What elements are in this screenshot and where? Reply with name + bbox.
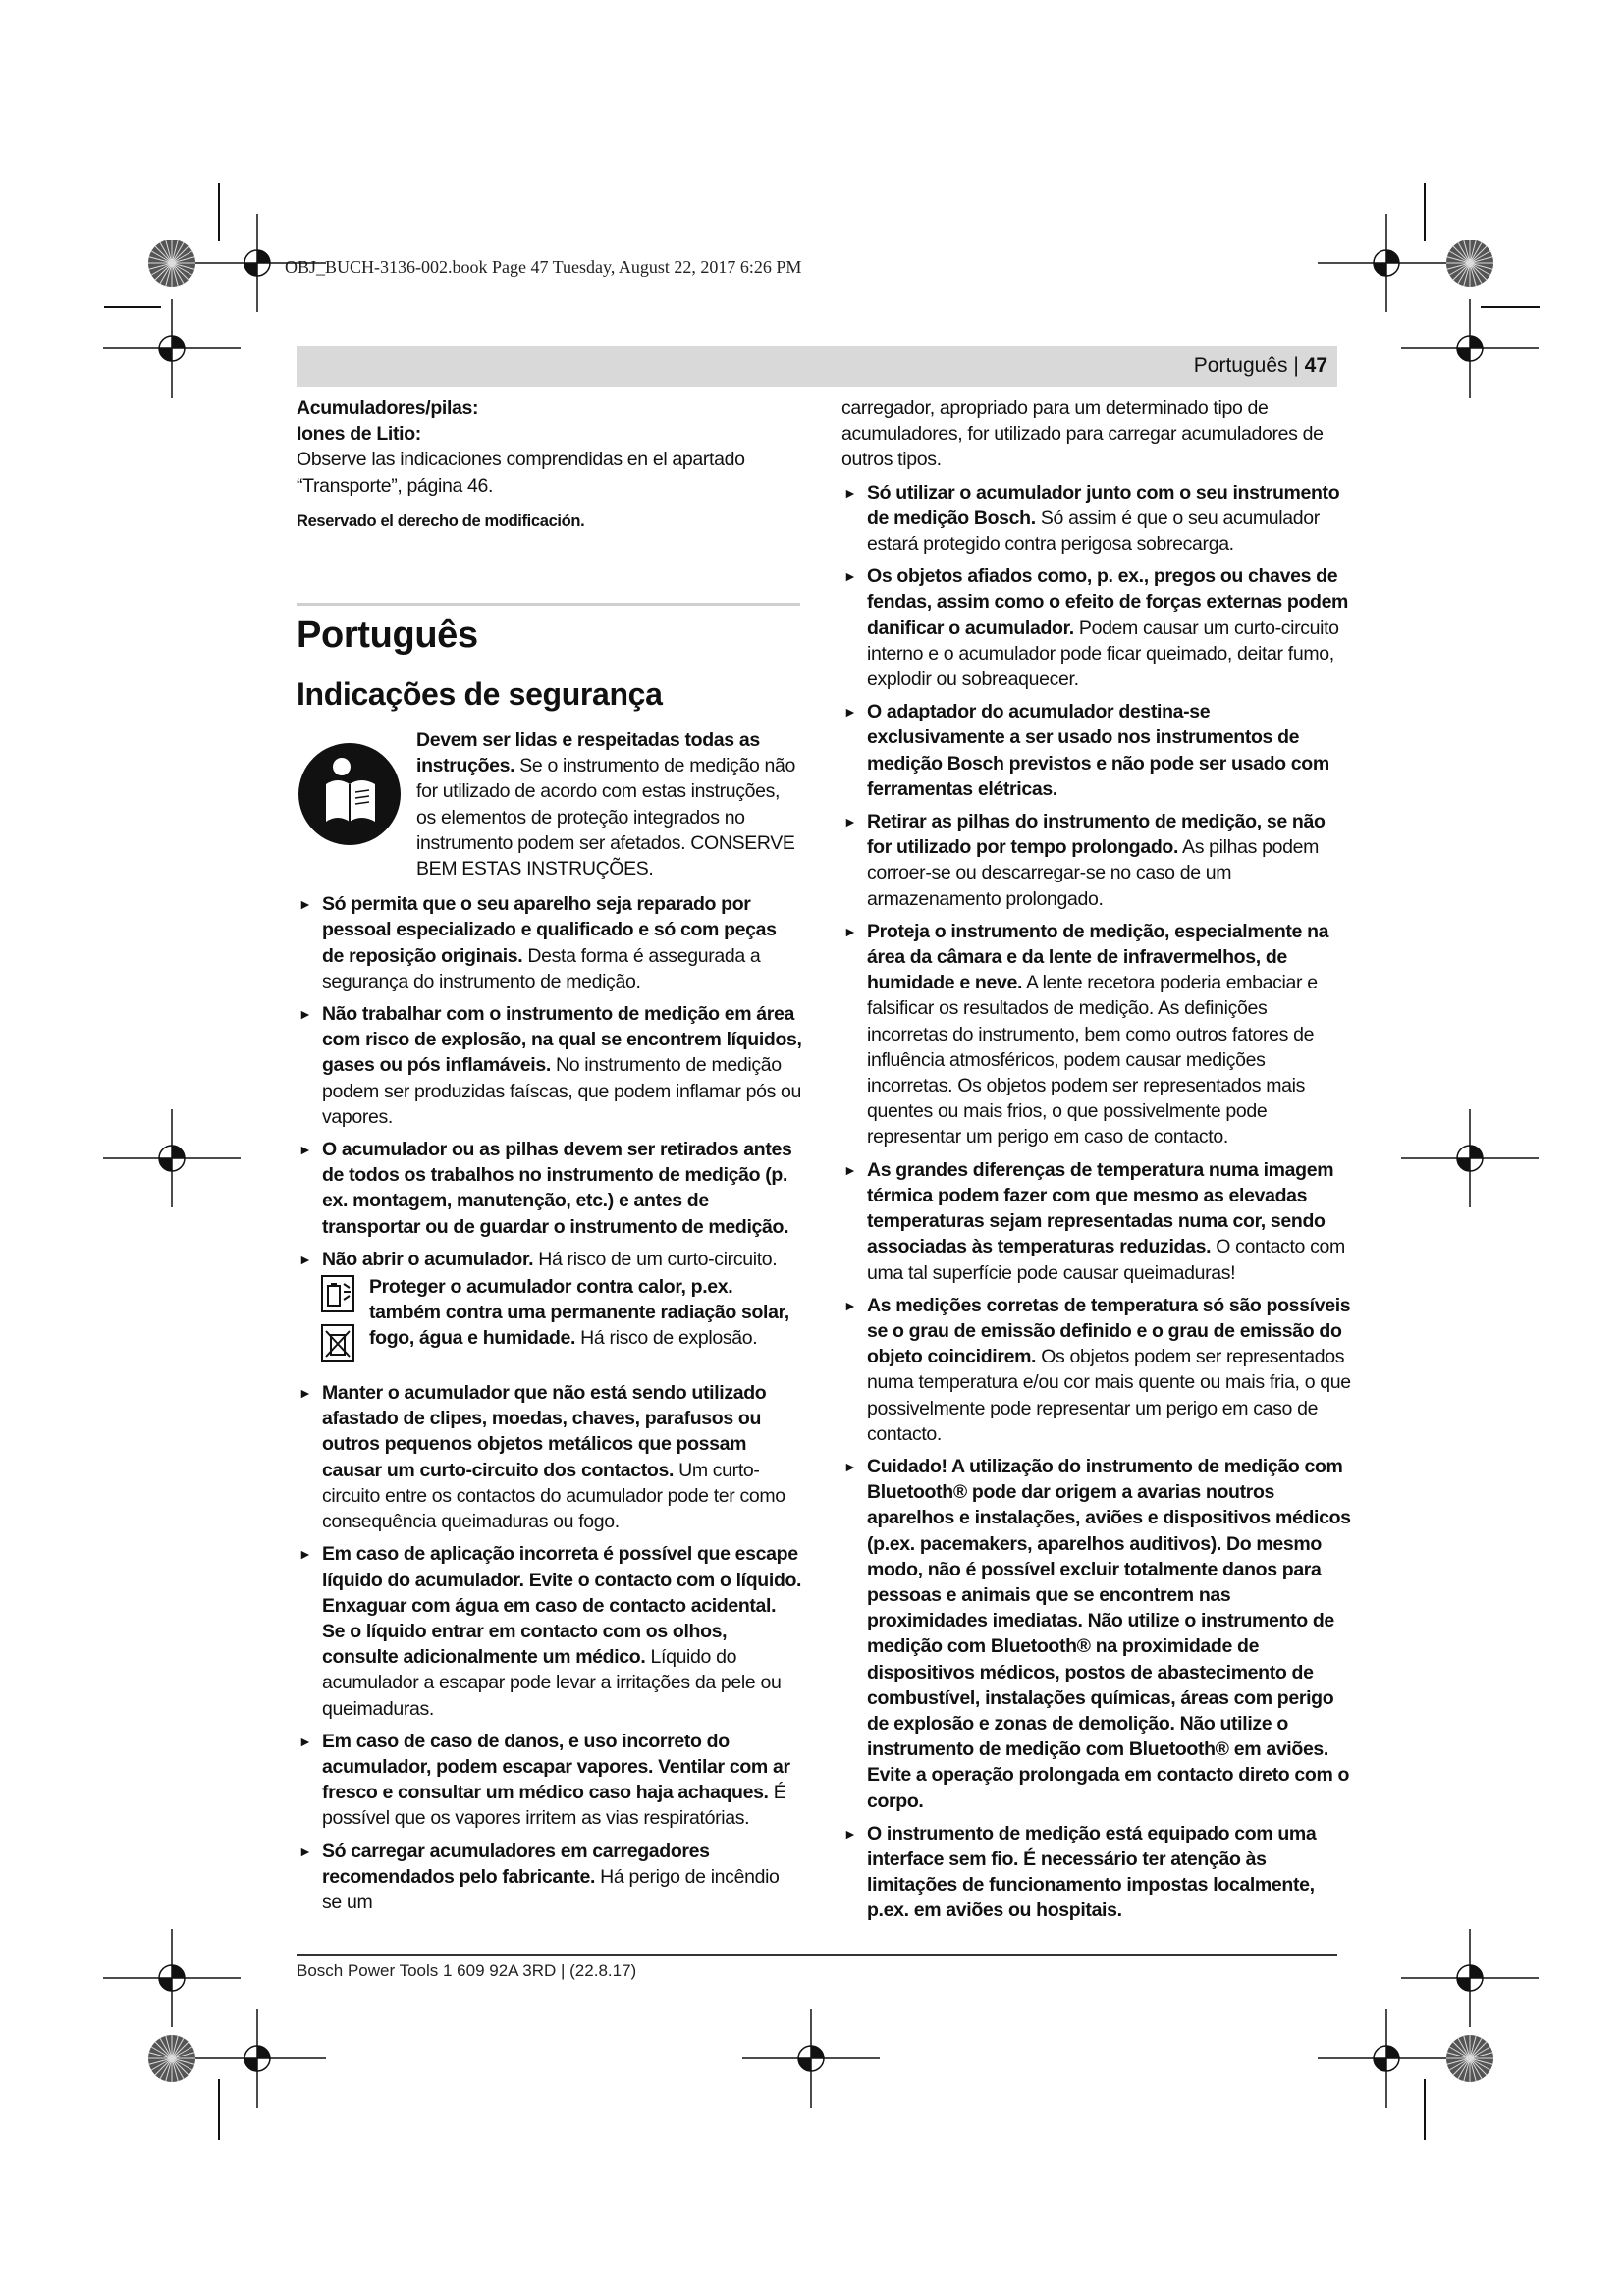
bullet-bold: Retirar as pilhas do instrumento de medição, se não for utilizado por tempo prolongado. (867, 811, 1326, 859)
intro-text (416, 727, 802, 881)
bullet-item (841, 699, 1352, 802)
bullet-text (867, 1821, 1352, 1924)
bullet-bold: As medições corretas de temperatura só são possíveis se o grau de emissão definido e o grau de emissão do objeto coincidirem. (867, 1294, 1351, 1368)
triangle-bullet-icon: ► (298, 1142, 312, 1158)
bullet-text (867, 809, 1352, 912)
print-info-line: OBJ_BUCH-3136-002.book Page 47 Tuesday, August 22, 2017 6:26 PM (285, 257, 802, 277)
left-column (297, 396, 802, 1915)
registration-mark-icon (742, 1990, 880, 2127)
right-column (841, 396, 1352, 1924)
bullet-bold: Só permita que o seu aparelho seja reparado por pessoal especializado e qualificado e só com peças de reposição originais. (322, 893, 777, 967)
intro-body: Se o instrumento de medição não for utilizado de acordo com estas instruções, os elementos de proteção integrados no instrumento podem ser afetados. CONSERVE BEM ESTAS INSTRUÇÕES. (416, 755, 796, 881)
bullet-text (867, 1454, 1352, 1814)
triangle-bullet-icon: ► (298, 1733, 312, 1749)
triangle-bullet-icon: ► (843, 704, 857, 721)
triangle-bullet-icon: ► (843, 1825, 857, 1842)
triangle-bullet-icon: ► (843, 923, 857, 939)
bullet-bold: O adaptador do acumulador destina-se exclusivamente a ser usado nos instrumentos de medição Bosch previstos e não pode ser usado com ferramentas elétricas. (867, 701, 1329, 800)
crop-line (104, 306, 161, 308)
bullet-body: No instrumento de medição podem ser produzidas faíscas, que podem inflamar pós ou vapores. (322, 1054, 802, 1128)
bullet-text (867, 1157, 1352, 1286)
registration-mark-icon (1318, 1990, 1455, 2127)
continuation-text: carregador, apropriado para um determinado tipo de acumuladores, for utilizado para carregar acumuladores de outros tipos. (841, 398, 1324, 471)
bullet-bold: Em caso de aplicação incorreta é possível que escape líquido do acumulador. Evite o contacto com o líquido. Enxaguar com água em caso de contacto acidental. Se o líquido entrar em contacto com os olhos, consulte adicionalmente um médico. (322, 1543, 802, 1669)
color-target-icon (146, 2033, 197, 2084)
bullet-body: Um curto-circuito entre os contactos do acumulador pode ter como consequência queimaduras ou fogo. (322, 1459, 785, 1533)
bullet-text (322, 1001, 802, 1130)
bullet-body: Há risco de um curto-circuito. (533, 1248, 778, 1270)
section-title: Português (297, 614, 478, 657)
battery-no-water-icon (320, 1323, 355, 1362)
registration-mark-icon (103, 280, 241, 417)
bullet-text (322, 891, 802, 994)
intro-block (297, 727, 802, 881)
bullet-body: Os objetos podem ser representados numa temperatura e/ou cor mais quente ou mais fria, o que possivelmente pode representar um perigo em caso de contacto. (867, 1346, 1351, 1445)
bullet-text (867, 563, 1352, 692)
intro-bold: Devem ser lidas e respeitadas todas as instruções. (416, 729, 760, 777)
crop-line (1424, 2079, 1426, 2140)
bullet-bold: Manter o acumulador que não está sendo utilizado afastado de clipes, moedas, chaves, parafusos ou outros pequenos objetos metálicos que possam causar um curto-circuito dos contactos. (322, 1382, 767, 1481)
crop-line (1481, 306, 1540, 308)
bullet-list-a (297, 891, 802, 1272)
triangle-bullet-icon: ► (298, 1006, 312, 1023)
page-number: 47 (1304, 354, 1327, 377)
bullet-list-right (841, 480, 1352, 1924)
bullet-item (841, 563, 1352, 692)
bullet-body: Só assim é que o seu acumulador estará protegido contra perigosa sobrecarga. (867, 507, 1320, 556)
triangle-bullet-icon: ► (843, 1458, 857, 1474)
triangle-bullet-icon: ► (298, 896, 312, 913)
bullet-item (297, 1839, 802, 1916)
bullet-item (297, 1541, 802, 1721)
bullet-text (867, 919, 1352, 1150)
battery-warning-block (297, 1274, 802, 1372)
read-manual-icon (297, 741, 403, 847)
bullet-item (297, 1247, 802, 1272)
reserved-note: Reservado el derecho de modificación. (297, 511, 585, 530)
registration-mark-icon (103, 1090, 241, 1227)
color-target-icon (146, 238, 197, 289)
bullet-text (322, 1380, 802, 1534)
page-header (297, 346, 1337, 387)
registration-mark-icon (1401, 280, 1539, 417)
bullet-body: Há perigo de incêndio se um (322, 1865, 780, 1913)
bullet-text (867, 699, 1352, 802)
bullet-body: É possível que os vapores irritem as vias respiratórias. (322, 1782, 786, 1830)
triangle-bullet-icon: ► (298, 1546, 312, 1563)
bullet-bold: As grandes diferenças de temperatura numa imagem térmica podem fazer com que mesmo as elevadas temperaturas sejam representadas numa cor, sendo associadas às temperaturas reduzidas. (867, 1158, 1334, 1258)
bullet-bold: O acumulador ou as pilhas devem ser retirados antes de todos os trabalhos no instrumento de medição (p. ex. montagem, manutenção, etc.) e antes de transportar ou de guardar o instrumento de medição. (322, 1139, 792, 1238)
triangle-bullet-icon: ► (843, 568, 857, 585)
bullet-body: Desta forma é assegurada a segurança do instrumento de medição. (322, 944, 761, 992)
footer-rule (297, 1954, 1337, 1956)
bullet-item (297, 1001, 802, 1130)
bullet-bold: O instrumento de medição está equipado com uma interface sem fio. É necessário ter atenção às limitações de funcionamento impostas localmente, p.ex. em aviões ou hospitais. (867, 1822, 1317, 1922)
bullet-text (322, 1839, 802, 1916)
bullet-bold: Cuidado! A utilização do instrumento de medição com Bluetooth® pode dar origem a avarias noutros aparelhos e instalações, aviões e dispositivos médicos (p.ex. pacemakers, aparelhos auditivos). Do mesmo modo, não é possível excluir totalmente danos para pessoas e animais que se encontrem nas proximidades imediatas. Não utilize o instrumento de medição com Bluetooth® na proximidade de dispositivos médicos, postos de abastecimento de combustível, instalações químicas, áreas com perigo de explosão e zonas de demolição. Não utilize o instrumento de medição com Bluetooth® em aviões. Evite a operação prolongada em contacto direto com o corpo. (867, 1455, 1351, 1812)
footer-text: Bosch Power Tools 1 609 92A 3RD | (22.8.17) (297, 1961, 637, 1980)
triangle-bullet-icon: ► (843, 1161, 857, 1178)
bullet-text (322, 1137, 802, 1240)
bullet-body: Podem causar um curto-circuito interno e o acumulador pode ficar queimado, deitar fumo, explodir ou sobreaquecer. (867, 616, 1339, 691)
triangle-bullet-icon: ► (843, 814, 857, 830)
registration-mark-icon (189, 1990, 326, 2127)
color-target-icon (1444, 238, 1495, 289)
pre-heading-batteries: Acumuladores/pilas: (297, 398, 479, 419)
crop-line (1424, 183, 1426, 241)
triangle-bullet-icon: ► (843, 1297, 857, 1313)
crop-line (218, 183, 220, 241)
bullet-item (841, 1821, 1352, 1924)
subsection-title: Indicações de segurança (297, 676, 663, 713)
bullet-text (322, 1247, 802, 1272)
battery-warning-icons (297, 1274, 359, 1372)
battery-warning-bold: Proteger o acumulador contra calor, p.ex. também contra uma permanente radiação solar, fogo, água e humidade. (369, 1276, 789, 1350)
header-language-page (1194, 354, 1327, 378)
bullet-item (841, 1157, 1352, 1286)
crop-line (218, 2079, 220, 2140)
bullet-body: As pilhas podem corroer-se ou descarregar-se no caso de um armazenamento prolongado. (867, 836, 1319, 910)
bullet-bold: Os objetos afiados como, p. ex., pregos ou chaves de fendas, assim como o efeito de forças externas podem danificar o acumulador. (867, 565, 1349, 639)
bullet-item (841, 1454, 1352, 1814)
bullet-bold: Em caso de caso de danos, e uso incorreto do acumulador, podem escapar vapores. Ventilar com ar fresco e consultar um médico caso haja achaques. (322, 1730, 790, 1804)
bullet-list-b (297, 1380, 802, 1915)
header-separator: | (1287, 354, 1305, 377)
header-language: Português (1193, 354, 1288, 377)
bullet-text (322, 1541, 802, 1721)
bullet-body: A lente recetora poderia embaciar e falsificar os resultados de medição. As definições incorretas do instrumento, bem como outros fatores de influência atmosféricos, podem causar medições incorretas. Os objetos podem ser representados mais quentes ou mais frios, o que possivelmente pode representar um perigo em caso de contacto. (867, 972, 1318, 1148)
bullet-item (297, 891, 802, 994)
bullet-bold: Não abrir o acumulador. (322, 1248, 534, 1270)
battery-warning-body: Há risco de explosão. (575, 1327, 758, 1350)
bullet-text (322, 1729, 802, 1832)
bullet-text (867, 480, 1352, 558)
bullet-body: O contacto com uma tal superfície pode causar queimaduras! (867, 1236, 1345, 1284)
battery-heat-warning-icon (320, 1274, 355, 1313)
section-divider (297, 603, 800, 606)
bullet-bold: Não trabalhar com o instrumento de medição em área com risco de explosão, na qual se encontrem líquidos, gases ou pós inflamáveis. (322, 1003, 802, 1077)
bullet-bold: Só utilizar o acumulador junto com o seu instrumento de medição Bosch. (867, 481, 1340, 529)
bullet-item (841, 480, 1352, 558)
bullet-item (297, 1137, 802, 1240)
color-target-icon (1444, 2033, 1495, 2084)
bullet-item (297, 1380, 802, 1534)
bullet-item (841, 1293, 1352, 1447)
registration-mark-icon (1401, 1090, 1539, 1227)
bullet-bold: Proteja o instrumento de medição, especialmente na área da câmara e da lente de infravermelhos, de humidade e neve. (867, 920, 1329, 994)
triangle-bullet-icon: ► (298, 1251, 312, 1267)
bullet-bold: Só carregar acumuladores em carregadores recomendados pelo fabricante. (322, 1840, 710, 1888)
pre-text: Observe las indicaciones comprendidas en el apartado “Transporte”, página 46. (297, 449, 745, 497)
bullet-item (297, 1729, 802, 1832)
triangle-bullet-icon: ► (843, 484, 857, 501)
triangle-bullet-icon: ► (298, 1842, 312, 1859)
bullet-body: Líquido do acumulador a escapar pode levar a irritações da pele ou queimaduras. (322, 1646, 782, 1720)
bullet-text (867, 1293, 1352, 1447)
bullet-item (841, 809, 1352, 912)
battery-warning-text (369, 1274, 802, 1372)
bullet-item (841, 919, 1352, 1150)
pre-heading-lithium: Iones de Litio: (297, 423, 421, 446)
triangle-bullet-icon: ► (298, 1385, 312, 1402)
